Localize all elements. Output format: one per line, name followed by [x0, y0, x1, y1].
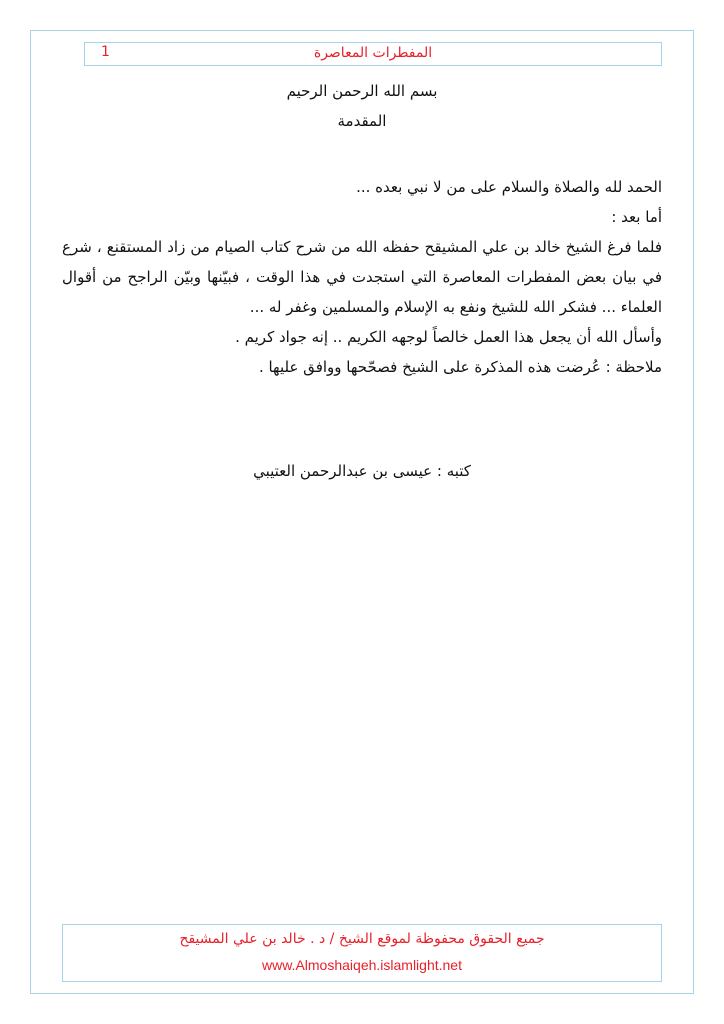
author-signature: كتبه : عيسى بن عبدالرحمن العتيبي [253, 462, 471, 480]
body-text [62, 172, 662, 382]
body-line: في بيان بعض المفطرات المعاصرة التي استجدت في هذا الوقت ، فبيّنها وبيّن الراجح من أقوال [62, 268, 662, 286]
header-title: المفطرات المعاصرة [313, 45, 433, 61]
section-title: المقدمة [337, 112, 387, 130]
footer-rights: جميع الحقوق محفوظة لموقع الشيخ / د . خالد بن علي المشيقح [179, 931, 545, 947]
body-line: الحمد لله والصلاة والسلام على من لا نبي بعده ... [356, 178, 662, 196]
basmala: بسم الله الرحمن الرحيم [286, 82, 438, 100]
body-line: ملاحظة : عُرضت هذه المذكرة على الشيخ فصحّحها ووافق عليها . [258, 358, 662, 376]
page-number: 1 [101, 44, 110, 60]
body-line: أما بعد : [611, 208, 662, 226]
page-footer [62, 924, 662, 982]
page-header [84, 42, 662, 66]
footer-website-link[interactable]: www.Almoshaiqeh.islamlight.net [262, 957, 462, 973]
body-line: العلماء ... فشكر الله للشيخ ونفع به الإسلام والمسلمين وغفر له ... [249, 298, 662, 316]
body-line: فلما فرغ الشيخ خالد بن علي المشيقح حفظه الله من شرح كتاب الصيام من زاد المستقنع ، شرع [62, 238, 662, 256]
body-line: وأسأل الله أن يجعل هذا العمل خالصاً لوجهه الكريم .. إنه جواد كريم . [235, 328, 662, 346]
